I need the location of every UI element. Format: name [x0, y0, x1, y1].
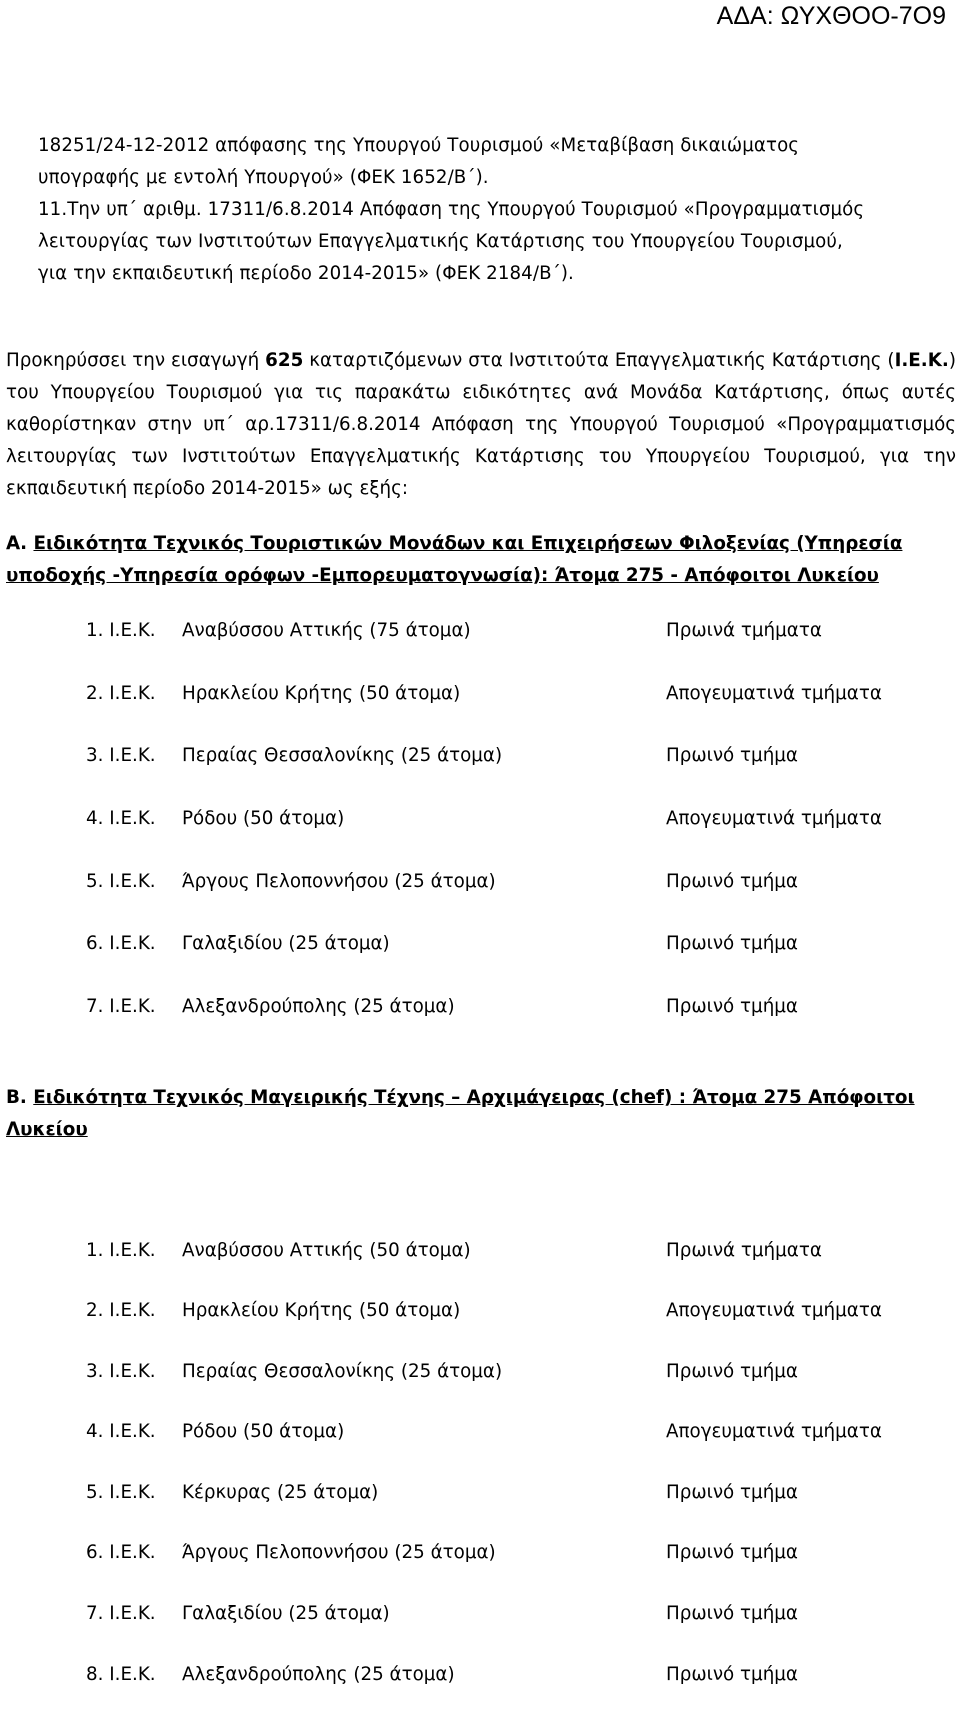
announcement-count: 625 [265, 350, 304, 371]
section-a-title: Ειδικότητα Τεχνικός Τουριστικών Μονάδων και Επιχειρήσεων Φιλοξενίας (Υπηρεσία υποδοχής -Υπηρεσία ορόφων -Εμπορευματογνωσία): Άτομα 275 - Απόφοιτοι Λυκείου [6, 533, 903, 586]
list-item-shift: Πρωινό τμήμα [666, 1542, 798, 1563]
announcement-paragraph [6, 345, 956, 505]
intro-line: λειτουργίας των Ινστιτούτων Επαγγελματικής Κατάρτισης του Υπουργείου Τουρισμού, [38, 231, 843, 252]
list-item-number: 1. Ι.Ε.Κ. [86, 620, 156, 641]
list-item-number: 6. Ι.Ε.Κ. [86, 1542, 156, 1563]
list-item-number: 8. Ι.Ε.Κ. [86, 1664, 156, 1685]
list-item-number: 3. Ι.Ε.Κ. [86, 745, 156, 766]
list-item-shift: Πρωινό τμήμα [666, 933, 798, 954]
list-item-unit: Κέρκυρας (25 άτομα) [182, 1482, 379, 1503]
list-item-unit: Αλεξανδρούπολης (25 άτομα) [182, 996, 455, 1017]
list-item-shift: Πρωινό τμήμα [666, 1482, 798, 1503]
announcement-pre: Προκηρύσσει την εισαγωγή [6, 350, 266, 371]
list-item-number: 2. Ι.Ε.Κ. [86, 683, 156, 704]
list-item-unit: Αλεξανδρούπολης (25 άτομα) [182, 1664, 455, 1685]
intro-line: 18251/24-12-2012 απόφασης της Υπουργού Τουρισμού «Μεταβίβαση δικαιώματος [38, 135, 800, 156]
section-a-letter: Α. [6, 533, 28, 554]
intro-line: για την εκπαιδευτική περίοδο 2014-2015» (ΦΕΚ 2184/Β΄). [38, 263, 574, 284]
section-a-heading [6, 528, 956, 592]
list-item-number: 2. Ι.Ε.Κ. [86, 1300, 156, 1321]
announcement-post: ) του Υπουργείου Τουρισμού για τις παρακάτω ειδικότητες ανά Μονάδα Κατάρτισης, όπως αυτές καθορίστηκαν στην υπ΄ αρ.17311/6.8.2014 Απόφαση της Υπουργού Τουρισμού «Προγραμματισμός λειτουργίας των Ινστιτούτων Επαγγελματικής Κατάρτισης του Υπουργείου Τουρισμού, για την εκπαιδευτική περίοδο 2014-2015» ως εξής: [6, 350, 956, 499]
section-b-letter: Β. [6, 1087, 27, 1108]
intro-line: υπογραφής με εντολή Υπουργού» (ΦΕΚ 1652/Β΄). [38, 167, 489, 188]
list-item-unit: Αναβύσσου Αττικής (50 άτομα) [182, 1240, 471, 1261]
list-item-number: 5. Ι.Ε.Κ. [86, 871, 156, 892]
list-item-number: 6. Ι.Ε.Κ. [86, 933, 156, 954]
list-item-number: 4. Ι.Ε.Κ. [86, 1421, 156, 1442]
list-item-shift: Πρωινό τμήμα [666, 745, 798, 766]
list-item-unit: Αναβύσσου Αττικής (75 άτομα) [182, 620, 471, 641]
list-item-unit: Άργους Πελοποννήσου (25 άτομα) [182, 871, 496, 892]
list-item-shift: Πρωινό τμήμα [666, 996, 798, 1017]
list-item-shift: Πρωινό τμήμα [666, 1664, 798, 1685]
list-item-number: 4. Ι.Ε.Κ. [86, 808, 156, 829]
list-item-unit: Ρόδου (50 άτομα) [182, 808, 345, 829]
list-item-number: 7. Ι.Ε.Κ. [86, 996, 156, 1017]
ada-code: ΑΔΑ: ΩΥΧΘΟΟ-7Ο9 [716, 2, 946, 30]
announcement-mid: καταρτιζόμενων στα Ινστιτούτα Επαγγελματικής Κατάρτισης ( [303, 350, 895, 371]
list-item-shift: Πρωινά τμήματα [666, 620, 822, 641]
intro-text [38, 130, 924, 290]
list-item-unit: Άργους Πελοποννήσου (25 άτομα) [182, 1542, 496, 1563]
list-item-shift: Απογευματινά τμήματα [666, 1421, 882, 1442]
list-item-unit: Ηρακλείου Κρήτης (50 άτομα) [182, 1300, 461, 1321]
list-item-unit: Γαλαξιδίου (25 άτομα) [182, 933, 390, 954]
section-b-heading [6, 1082, 956, 1146]
list-item-number: 7. Ι.Ε.Κ. [86, 1603, 156, 1624]
list-item-shift: Πρωινά τμήματα [666, 1240, 822, 1261]
list-item-unit: Γαλαξιδίου (25 άτομα) [182, 1603, 390, 1624]
list-item-number: 5. Ι.Ε.Κ. [86, 1482, 156, 1503]
list-item-number: 1. Ι.Ε.Κ. [86, 1240, 156, 1261]
list-item-shift: Πρωινό τμήμα [666, 871, 798, 892]
list-item-shift: Απογευματινά τμήματα [666, 1300, 882, 1321]
list-item-shift: Πρωινό τμήμα [666, 1603, 798, 1624]
list-item-shift: Απογευματινά τμήματα [666, 683, 882, 704]
list-item-unit: Περαίας Θεσσαλονίκης (25 άτομα) [182, 745, 503, 766]
intro-line: 11.Την υπ΄ αριθμ. 17311/6.8.2014 Απόφαση της Υπουργού Τουρισμού «Προγραμματισμός [38, 199, 865, 220]
list-item-unit: Περαίας Θεσσαλονίκης (25 άτομα) [182, 1361, 503, 1382]
list-item-number: 3. Ι.Ε.Κ. [86, 1361, 156, 1382]
list-item-shift: Απογευματινά τμήματα [666, 808, 882, 829]
section-b-title: Ειδικότητα Τεχνικός Μαγειρικής Τέχνης – Αρχιμάγειρας (chef) : Άτομα 275 Απόφοιτοι Λυκείου [6, 1087, 915, 1140]
list-item-shift: Πρωινό τμήμα [666, 1361, 798, 1382]
list-item-unit: Ρόδου (50 άτομα) [182, 1421, 345, 1442]
list-item-unit: Ηρακλείου Κρήτης (50 άτομα) [182, 683, 461, 704]
announcement-iek: Ι.Ε.Κ. [894, 350, 949, 371]
